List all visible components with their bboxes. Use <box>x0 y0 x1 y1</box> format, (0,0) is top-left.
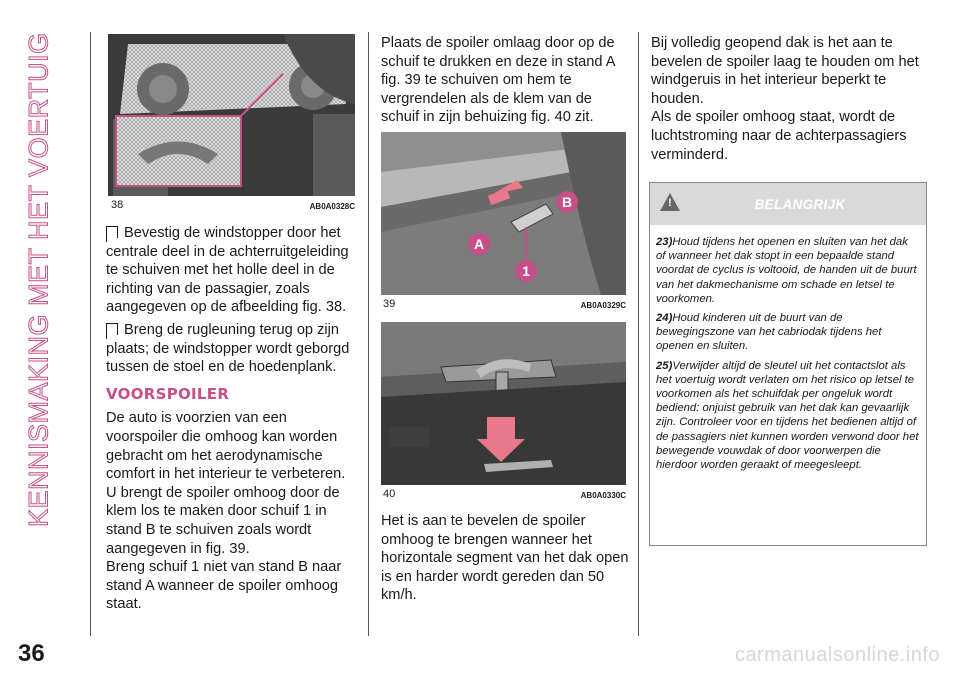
figure-code: AB0A0330C <box>580 491 626 500</box>
section-heading: VOORSPOILER <box>106 384 230 403</box>
column-rule <box>368 32 369 636</box>
figure-number: 39 <box>383 298 396 310</box>
figure-38-caption <box>111 199 355 211</box>
label-b: B <box>561 194 573 210</box>
paragraph: Breng schuif 1 niet van stand B naar stand A wanneer de spoiler omhoog staat. <box>106 559 342 613</box>
page-number: 36 <box>18 640 45 667</box>
bullet-icon <box>106 226 118 238</box>
warning-item <box>656 235 920 306</box>
label-1: 1 <box>522 263 530 279</box>
figure-38-image <box>108 34 355 196</box>
watermark: carmanualsonline.info <box>734 644 940 666</box>
figure-40-image <box>381 322 626 485</box>
bullet-paragraph <box>106 224 362 317</box>
warning-item-number: 25) <box>656 359 673 372</box>
figure-code: AB0A0329C <box>580 301 626 310</box>
paragraph: U brengt de spoiler omhoog door de klem los te maken door schuif 1 in stand B te schuiven zoals wordt aangegeven in fig. 39. <box>106 484 340 557</box>
warning-item-text: Houd tijdens het openen en sluiten van het dak of wanneer het dak stopt in een bepaalde stand voordat de cyclus is voltooid, de handen uit de buurt van het dakmechanisme om schade en letsel te voorkomen. <box>656 236 917 305</box>
paragraph: De auto is voorzien van een voorspoiler die omhoog kan worden gebracht om het aerodynamische comfort in het interieur te verbeteren. <box>106 410 346 483</box>
windstopper-illustration <box>108 34 355 196</box>
warning-title: BELANGRIJK <box>754 196 846 212</box>
warning-item <box>656 359 920 473</box>
column-2-text-top <box>381 34 629 127</box>
figure-number: 38 <box>111 199 124 211</box>
warning-item <box>656 311 920 354</box>
warning-item-text: Verwijder altijd de sleutel uit het contactslot als het voertuig wordt verlaten om het risico op letsel te voorkomen als het schuifdak per ongeluk wordt bediend: onjuist gebruik van het dak kan gevaarlijk zijn. Controleer voor en tijdens het bedienen altijd of de passagiers niet kunnen worden verwond door het bewegende vouwdak of door voorwerpen die hierdoor worden geraakt of meegesleept. <box>656 359 919 472</box>
paragraph: Plaats de spoiler omlaag door op de schuif te drukken en deze in stand A fig. 39 te schuiven om hem te vergrendelen als de klem van de schuif in zijn behuizing fig. 40 zit. <box>381 35 615 126</box>
figure-number: 40 <box>383 488 396 500</box>
bullet-text: Breng de rugleuning terug op zijn plaats; de windstopper wordt geborgd tussen de stoel en de hoedenplank. <box>106 321 350 376</box>
column-1-text <box>106 224 362 614</box>
label-a: A <box>473 236 485 252</box>
side-rule <box>90 32 91 636</box>
warning-item-text: Houd kinderen uit de buurt van de bewegingszone van het cabriodak tijdens het openen en sluiten. <box>656 312 882 353</box>
column-rule <box>638 32 639 636</box>
side-chapter-title: KENNISMAKING MET HET VOERTUIG <box>23 32 54 527</box>
warning-box <box>649 182 927 546</box>
bullet-icon <box>106 323 118 335</box>
bullet-text: Bevestig de windstopper door het centrale deel in de achterruitgeleiding te schuiven met het holle deel in de richting van de passagier, zoals aangegeven op de afbeelding fig. 38. <box>106 225 349 316</box>
warning-body <box>650 225 926 472</box>
warning-item-number: 24) <box>656 312 673 325</box>
column-3-text <box>651 34 929 164</box>
paragraph: Het is aan te bevelen de spoiler omhoog te brengen wanneer het horizontale segment van het dak open is en harder wordt gereden dan 50 km/h. <box>381 513 629 604</box>
paragraph: Bij volledig geopend dak is het aan te bevelen de spoiler laag te houden om het windgeruis in het interieur beperkt te houden. <box>651 35 919 107</box>
figure-code: AB0A0328C <box>309 202 355 211</box>
figure-39-image <box>381 132 626 295</box>
column-2-text-bottom <box>381 512 629 605</box>
warning-item-number: 23) <box>656 236 673 248</box>
paragraph: Als de spoiler omhoog staat, wordt de luchtstroming naar de achterpassagiers verminderd. <box>651 109 907 163</box>
bullet-paragraph <box>106 321 362 377</box>
warning-header <box>650 183 926 225</box>
spoiler-slider-illustration <box>381 132 626 295</box>
warning-triangle-icon: ! <box>660 193 680 211</box>
figure-40-caption <box>383 488 626 500</box>
figure-39-caption <box>383 298 626 310</box>
spoiler-latch-illustration <box>381 322 626 485</box>
